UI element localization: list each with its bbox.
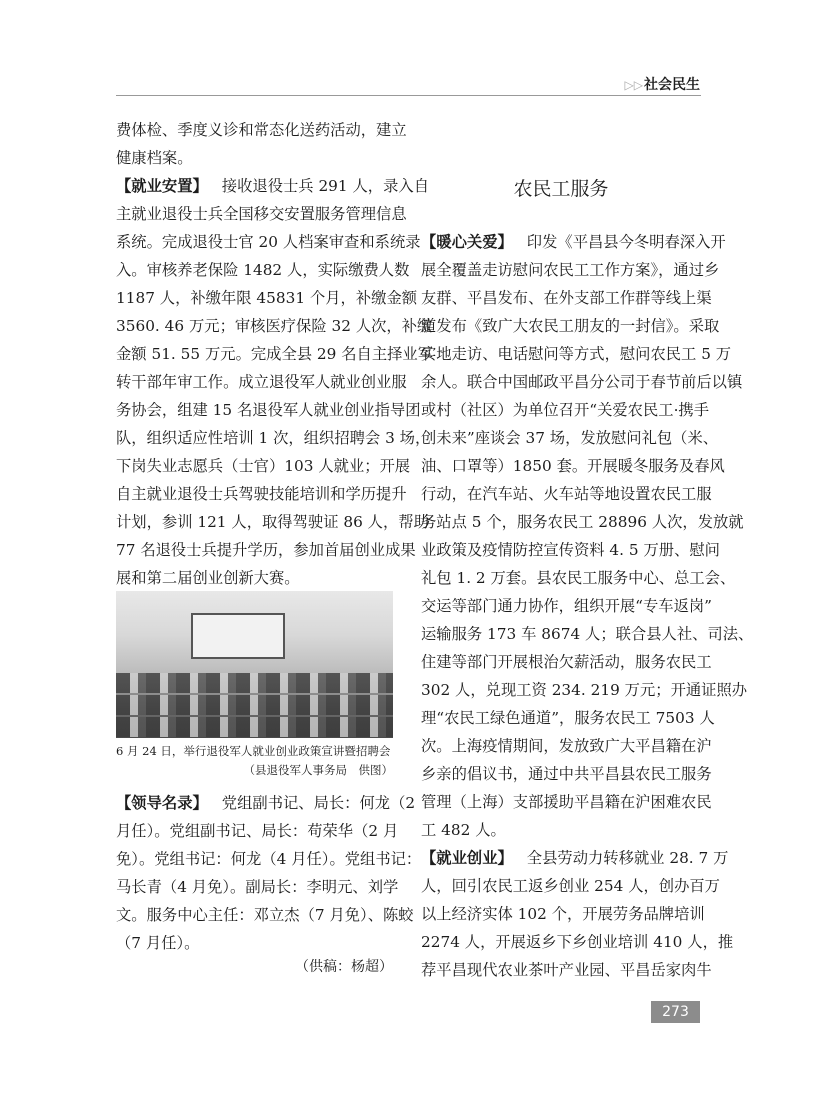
text-span: 302 人，兑现工资 234. 219 万元；开通证照办 (421, 681, 748, 699)
text-span: 管理（上海）支部援助平昌籍在沪困难农民 (421, 793, 712, 811)
text-span: 务协会，组建 15 名退役军人就业创业指导团 (116, 401, 421, 419)
text-line (116, 172, 429, 200)
text-line (116, 340, 434, 368)
text-span: 1187 人，补缴年限 45831 个月，补缴金额 (116, 289, 418, 307)
text-line (116, 564, 393, 592)
text-span: （7 月任）。 (116, 934, 200, 952)
text-span: 业政策及疫情防控宣传资料 4. 5 万册、慰问 (421, 541, 720, 559)
page-number: 273 (651, 1001, 700, 1023)
text-line (421, 760, 712, 788)
text-line (116, 901, 414, 929)
text-span: 健康档案。 (116, 149, 193, 167)
left-column-top (116, 116, 434, 592)
text-span: 务站点 5 个，服务农民工 28896 人次，发放就 (421, 513, 744, 531)
text-span: 余人。联合中国邮政平昌分公司于春节前后以镇 (421, 373, 743, 391)
paragraph-label: 【暖心关爱】 (421, 233, 513, 251)
text-line (116, 817, 399, 845)
text-span: 费体检、季度义诊和常态化送药活动，建立 (116, 121, 407, 139)
text-line (421, 452, 725, 480)
text-line (116, 480, 407, 508)
header-rule (116, 95, 701, 96)
text-span: 实地走访、电话慰问等方式，慰问农民工 5 万 (421, 345, 732, 363)
text-line (421, 368, 743, 396)
text-span: 自主就业退役士兵驾驶技能培训和学历提升 (116, 485, 407, 503)
text-line (116, 536, 416, 564)
text-line (116, 312, 433, 340)
text-span: 人，回引农民工返乡创业 254 人，创办百万 (421, 877, 720, 895)
text-line (421, 424, 719, 452)
photo-credit: （县退役军人事务局 供图） (243, 763, 393, 777)
text-line (421, 704, 715, 732)
text-span: 以上经济实体 102 个，开展劳务品牌培训 (421, 905, 705, 923)
triangle-marker-icon: ▷▷ (624, 78, 643, 92)
text-span: 计划，参训 121 人，取得驾驶证 86 人，帮助 (116, 513, 429, 531)
text-line (421, 620, 754, 648)
text-span: 理“农民工绿色通道”，服务农民工 7503 人 (421, 709, 715, 727)
text-line (421, 816, 701, 844)
text-line (421, 480, 712, 508)
text-line (116, 845, 422, 873)
text-span: 运输服务 173 车 8674 人；联合县人社、司法、 (421, 625, 754, 643)
text-line (116, 284, 418, 312)
paragraph-label: 【领导名录】 (116, 794, 208, 812)
text-span: 住建等部门开展根治欠薪活动，服务农民工 (421, 653, 712, 671)
text-line (116, 256, 410, 284)
section-name: 社会民生 (644, 77, 700, 93)
text-span: 转干部年审工作。成立退役军人就业创业服 (116, 373, 407, 391)
text-span: 3560. 46 万元；审核医疗保险 32 人次，补缴 (116, 317, 433, 335)
text-line (421, 536, 720, 564)
text-line (421, 396, 710, 424)
left-column-leaders (116, 789, 422, 957)
paragraph-label: 【就业创业】 (421, 849, 513, 867)
text-line (116, 929, 393, 957)
right-column (421, 228, 754, 984)
text-span: 77 名退役士兵提升学历，参加首届创业成果 (116, 541, 416, 559)
text-span: 工 482 人。 (421, 821, 506, 839)
text-line (421, 788, 712, 816)
projection-screen (191, 613, 285, 659)
text-line (116, 116, 407, 144)
text-span: 乡亲的倡议书，通过中共平昌县农民工服务 (421, 765, 712, 783)
text-line (116, 873, 399, 901)
text-span: 交运等部门通力协作，组织开展“专车返岗” (421, 597, 712, 615)
text-line (116, 228, 421, 256)
text-span: 展和第二届创业创新大赛。 (116, 569, 300, 587)
text-span: 金额 51. 55 万元。完成全县 29 名自主择业军 (116, 345, 434, 363)
text-line (421, 732, 712, 760)
text-span: 或村（社区）为单位召开“关爱农民工·携手 (421, 401, 710, 419)
text-span: 油、口罩等）1850 套。开展暖冬服务及春风 (421, 457, 725, 475)
audience-row (116, 717, 393, 737)
text-line (421, 564, 736, 592)
text-span: 队，组织适应性培训 1 次，组织招聘会 3 场， (116, 429, 431, 447)
text-span: 礼包 1. 2 万套。县农民工服务中心、总工会、 (421, 569, 736, 587)
text-span: 马长青（4 月免）。副局长：李明元、刘学 (116, 878, 399, 896)
text-line (421, 508, 744, 536)
text-line (421, 928, 734, 956)
text-line (421, 256, 720, 284)
text-line (421, 340, 732, 368)
text-span: 荐平昌现代农业茶叶产业园、平昌岳家肉牛 (421, 961, 712, 979)
text-span: 展全覆盖走访慰问农民工工作方案》，通过乡 (421, 261, 720, 279)
text-span: 下岗失业志愿兵（士官）103 人就业；开展 (116, 457, 411, 475)
text-line (421, 284, 712, 312)
text-span: 道发布《致广大农民工朋友的一封信》。采取 (421, 317, 720, 335)
text-line (116, 144, 393, 172)
text-line (421, 872, 720, 900)
photo-caption: 6 月 24 日，举行退役军人就业创业政策宣讲暨招聘会 (116, 744, 391, 758)
meeting-photo (116, 591, 393, 738)
text-line (421, 900, 705, 928)
text-line (421, 592, 712, 620)
audience-row (116, 673, 393, 693)
text-line (116, 424, 431, 452)
text-span: 全县劳动力转移就业 28. 7 万 (526, 849, 729, 867)
text-span: 主就业退役士兵全国移交安置服务管理信息 (116, 205, 407, 223)
text-span: 免）。党组书记：何龙（4 月任）。党组书记： (116, 850, 422, 868)
text-span: 系统。完成退役士官 20 人档案审查和系统录 (116, 233, 421, 251)
text-line (421, 228, 726, 256)
contributor-credit: （供稿：杨超） (295, 959, 393, 975)
text-span: 次。上海疫情期间，发放致广大平昌籍在沪 (421, 737, 712, 755)
text-line (116, 789, 416, 817)
running-header (590, 74, 700, 94)
text-line (421, 312, 720, 340)
text-span: 接收退役士兵 291 人，录入自 (221, 177, 429, 195)
text-line (116, 508, 429, 536)
text-span: 行动，在汽车站、火车站等地设置农民工服 (421, 485, 712, 503)
text-span: 印发《平昌县今冬明春深入开 (526, 233, 726, 251)
text-line (421, 676, 748, 704)
text-line (116, 200, 407, 228)
text-line (421, 648, 712, 676)
text-line (421, 956, 712, 984)
text-line (116, 452, 411, 480)
text-span: 入。审核养老保险 1482 人，实际缴费人数 (116, 261, 410, 279)
text-line (421, 844, 729, 872)
text-span: 创未来”座谈会 37 场，发放慰问礼包（米、 (421, 429, 719, 447)
section-title: 农民工服务 (513, 178, 609, 200)
text-span: 月任）。党组副书记、局长：苟荣华（2 月 (116, 822, 399, 840)
text-span: 党组副书记、局长：何龙（2 (221, 794, 416, 812)
paragraph-label: 【就业安置】 (116, 177, 208, 195)
text-line (116, 368, 407, 396)
text-span: 友群、平昌发布、在外支部工作群等线上渠 (421, 289, 712, 307)
audience-row (116, 695, 393, 715)
text-span: 文。服务中心主任：邓立杰（7 月免）、陈蛟 (116, 906, 414, 924)
text-line (116, 396, 421, 424)
text-span: 2274 人，开展返乡下乡创业培训 410 人，推 (421, 933, 734, 951)
